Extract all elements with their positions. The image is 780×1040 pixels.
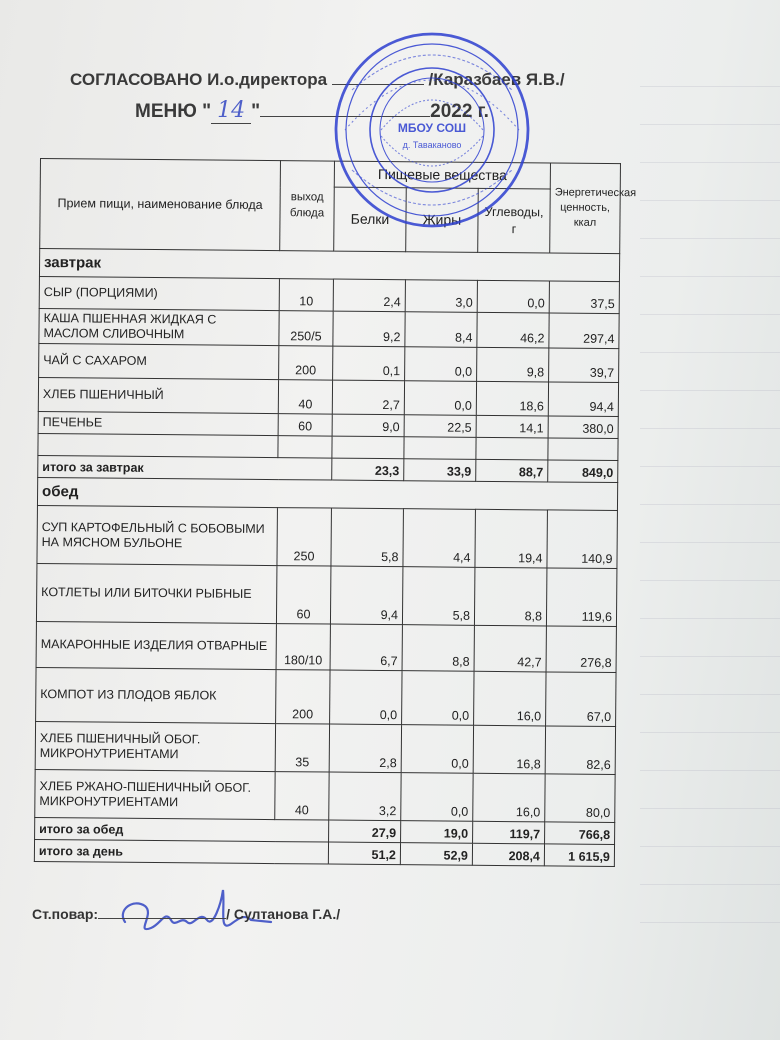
dish-output: 250 [277,508,332,566]
protein-cell: 0,1 [333,346,405,381]
fat-cell: 5,8 [402,567,475,626]
dish-output: 10 [279,279,333,311]
energy-cell [548,438,618,461]
dish-name: ЧАЙ С САХАРОМ [39,343,279,379]
protein-cell: 9,0 [332,414,404,437]
protein-cell: 6,7 [330,624,402,671]
total-value: 88,7 [476,459,548,482]
table-row [37,505,617,568]
header-nutrients: Пищевые вещества [334,161,550,189]
energy-cell: 297,4 [549,313,619,349]
table-row [36,621,616,672]
fat-cell: 0,0 [405,347,477,382]
carbs-cell: 14,1 [476,415,548,438]
stamp-title: МБОУ СОШ [397,121,467,135]
total-label: итого за завтрак [38,455,332,480]
carbs-cell: 16,0 [474,671,546,726]
carbs-cell: 0,0 [477,280,549,313]
total-value: 33,9 [404,459,476,482]
header-carbs: Углеводы, г [478,188,551,253]
table-row [36,667,616,726]
dish-output: 40 [275,772,329,820]
dish-output: 180/10 [276,624,330,670]
table-row [39,343,619,382]
fat-cell: 0,0 [401,725,473,774]
energy-cell: 67,0 [546,672,616,727]
carbs-cell [476,437,548,460]
cook-label: Ст.повар: [32,906,99,922]
fat-cell: 4,4 [403,509,476,568]
total-value: 23,3 [332,458,404,481]
day-total-value: 52,9 [400,843,472,866]
dish-output: 60 [278,414,332,436]
table-row [39,308,619,348]
energy-cell: 80,0 [545,774,615,823]
energy-cell: 276,8 [546,626,616,673]
total-value: 27,9 [329,820,401,843]
header-fat: Жиры [406,188,479,253]
day-total-value: 1 615,9 [544,844,614,867]
fat-cell: 3,0 [405,280,477,313]
protein-cell: 2,4 [333,279,405,312]
dish-output: 60 [276,566,331,624]
dish-name: ХЛЕБ ПШЕНИЧНЫЙ ОБОГ. МИКРОНУТРИЕНТАМИ [35,721,275,771]
table-row [39,276,619,313]
carbs-cell: 19,4 [475,509,548,568]
dish-output: 40 [278,380,332,414]
menu-day-field [211,98,251,124]
dish-name: СУП КАРТОФЕЛЬНЫЙ С БОБОВЫМИ НА МЯСНОМ БУЛЬОНЕ [37,505,277,565]
table-row [38,377,618,416]
day-total-row [34,839,614,866]
dish-name: КАША ПШЕННАЯ ЖИДКАЯ С МАСЛОМ СЛИВОЧНЫМ [39,308,279,345]
fat-cell [404,437,476,460]
protein-cell: 9,4 [330,566,403,625]
bleed-through-shadow [640,60,780,960]
carbs-cell: 16,8 [473,725,545,774]
stamp-subtitle: д. Таваканово [402,140,462,150]
header-protein: Белки [334,187,407,252]
menu-title: МЕНЮ " 14 " 2022 г. [135,98,489,123]
section-title: завтрак [39,249,619,282]
protein-cell [332,436,404,459]
table-row [35,769,615,822]
dish-name: ХЛЕБ ПШЕНИЧНЫЙ [38,377,278,413]
total-value: 766,8 [545,822,615,845]
day-total-label: итого за день [34,839,328,864]
energy-cell: 94,4 [548,382,618,417]
school-stamp [317,30,547,230]
energy-cell: 37,5 [549,281,619,314]
protein-cell: 5,8 [331,508,404,567]
protein-cell: 3,2 [329,772,401,821]
header-energy: Энергетическая ценность, ккал [550,163,621,254]
dish-name: СЫР (ПОРЦИЯМИ) [39,276,279,310]
header-dish: Прием пищи, наименование блюда [40,159,281,251]
protein-cell: 9,2 [333,311,405,347]
total-value: 849,0 [548,460,618,483]
cook-name: / Султанова Г.А./ [226,906,341,922]
table-row [36,563,616,626]
menu-year: 2022 г. [430,101,489,122]
fat-cell: 0,0 [404,381,476,416]
protein-cell: 0,0 [330,670,402,725]
carbs-cell: 46,2 [477,312,549,348]
table-row [35,721,615,774]
carbs-cell: 42,7 [474,625,546,672]
carbs-cell: 9,8 [477,347,549,382]
fat-cell: 0,0 [402,671,474,726]
day-total-value: 51,2 [328,842,400,865]
menu-table [34,158,637,867]
dish-output: 200 [276,670,330,724]
approval-prefix: СОГЛАСОВАНО И.о.директора [70,70,328,89]
header-output: выход блюда [280,161,335,251]
menu-label: МЕНЮ " [135,101,212,122]
dish-output: 35 [275,724,329,772]
dish-name [38,433,278,457]
cook-line [32,906,340,922]
dish-name: КОТЛЕТЫ ИЛИ БИТОЧКИ РЫБНЫЕ [36,563,276,623]
day-total-value: 208,4 [472,843,544,866]
dish-name: МАКАРОННЫЕ ИЗДЕЛИЯ ОТВАРНЫЕ [36,621,276,669]
menu-day: 14 [217,98,246,123]
total-value: 19,0 [401,821,473,844]
carbs-cell: 16,0 [473,773,545,822]
director-name: /Каразбаев Я.В./ [428,70,565,89]
energy-cell: 82,6 [545,726,615,775]
energy-cell: 140,9 [547,510,618,569]
carbs-cell: 18,6 [476,381,548,416]
energy-cell: 380,0 [548,416,618,439]
total-label: итого за обед [35,817,329,842]
total-value: 119,7 [473,821,545,844]
fat-cell: 0,0 [401,773,473,822]
energy-cell: 119,6 [546,568,617,627]
dish-name: ХЛЕБ РЖАНО-ПШЕНИЧНЫЙ ОБОГ. МИКРОНУТРИЕНТАМИ [35,769,275,819]
dish-output: 200 [279,346,333,380]
dish-output: 250/5 [279,311,333,346]
fat-cell: 8,4 [405,312,477,348]
fat-cell: 22,5 [404,415,476,438]
table-body [34,249,619,867]
cook-signature-blank [98,918,226,919]
energy-cell: 39,7 [549,348,619,383]
dish-output [278,436,332,458]
dish-name: ПЕЧЕНЬЕ [38,411,278,435]
protein-cell: 2,7 [332,380,404,415]
dish-name: КОМПОТ ИЗ ПЛОДОВ ЯБЛОК [36,667,276,723]
fat-cell: 8,8 [402,625,474,672]
carbs-cell: 8,8 [474,567,547,626]
protein-cell: 2,8 [329,724,401,773]
section-title: обед [37,477,617,510]
